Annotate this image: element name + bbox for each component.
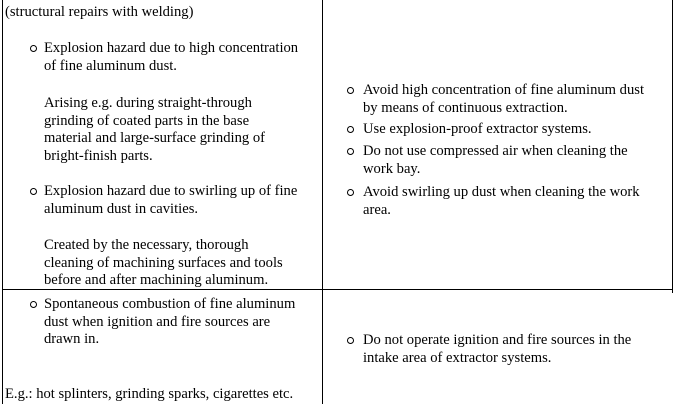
bullet-icon — [347, 337, 354, 344]
measure-item — [363, 82, 644, 117]
hazard-item — [44, 40, 298, 75]
measure-line: intake area of extractor systems. — [363, 349, 552, 366]
bullet-icon — [347, 87, 354, 94]
bullet-icon — [30, 188, 37, 195]
hazard-line: aluminum dust in cavities. — [44, 200, 199, 217]
bullet-icon — [347, 126, 354, 133]
note-line: material and large-surface grinding of — [44, 130, 265, 146]
measure-line: Use explosion-proof extractor systems. — [363, 121, 592, 137]
table-column-divider — [322, 0, 323, 404]
measure-item — [363, 184, 640, 219]
hazard-line: of fine aluminum dust. — [44, 57, 177, 74]
bullet-icon — [347, 148, 354, 155]
hazard-line: Explosion hazard due to high concentration — [44, 40, 299, 56]
measure-line: Avoid high concentration of fine aluminum dust — [363, 82, 645, 98]
section-intro: (structural repairs with welding) — [5, 4, 194, 20]
note-line: bright-finish parts. — [44, 147, 153, 164]
hazard-note — [44, 95, 265, 165]
note-line: grinding of coated parts in the base — [44, 112, 250, 129]
note-line: Arising e.g. during straight-through — [44, 95, 252, 111]
table-right-border — [672, 0, 673, 293]
measure-line: work bay. — [363, 160, 421, 177]
table-left-border — [2, 0, 3, 404]
measure-item — [363, 143, 628, 178]
bullet-icon — [347, 189, 354, 196]
measure-line: Do not operate ignition and fire sources in the — [363, 332, 632, 348]
hazard-line: dust when ignition and fire sources are — [44, 313, 271, 330]
bullet-icon — [30, 301, 37, 308]
measure-line: Do not use compressed air when cleaning the — [363, 143, 628, 159]
hazard-line: drawn in. — [44, 331, 100, 347]
hazard-note — [44, 237, 283, 290]
measure-item — [363, 121, 592, 139]
measure-line: by means of continuous extraction. — [363, 99, 568, 116]
hazard-line: Spontaneous combustion of fine aluminum — [44, 296, 296, 312]
hazard-line: Explosion hazard due to swirling up of fine — [44, 183, 298, 199]
examples-line: E.g.: hot splinters, grinding sparks, cigarettes etc. — [5, 386, 294, 402]
bullet-icon — [30, 45, 37, 52]
note-line: cleaning of machining surfaces and tools — [44, 254, 283, 271]
note-line: Created by the necessary, thorough — [44, 237, 249, 253]
measure-line: area. — [363, 201, 391, 218]
hazard-item — [44, 183, 297, 218]
hazard-item — [44, 296, 295, 349]
note-line: before and after machining aluminum. — [44, 272, 269, 288]
measure-item — [363, 332, 631, 367]
measure-line: Avoid swirling up dust when cleaning the work — [363, 184, 640, 200]
